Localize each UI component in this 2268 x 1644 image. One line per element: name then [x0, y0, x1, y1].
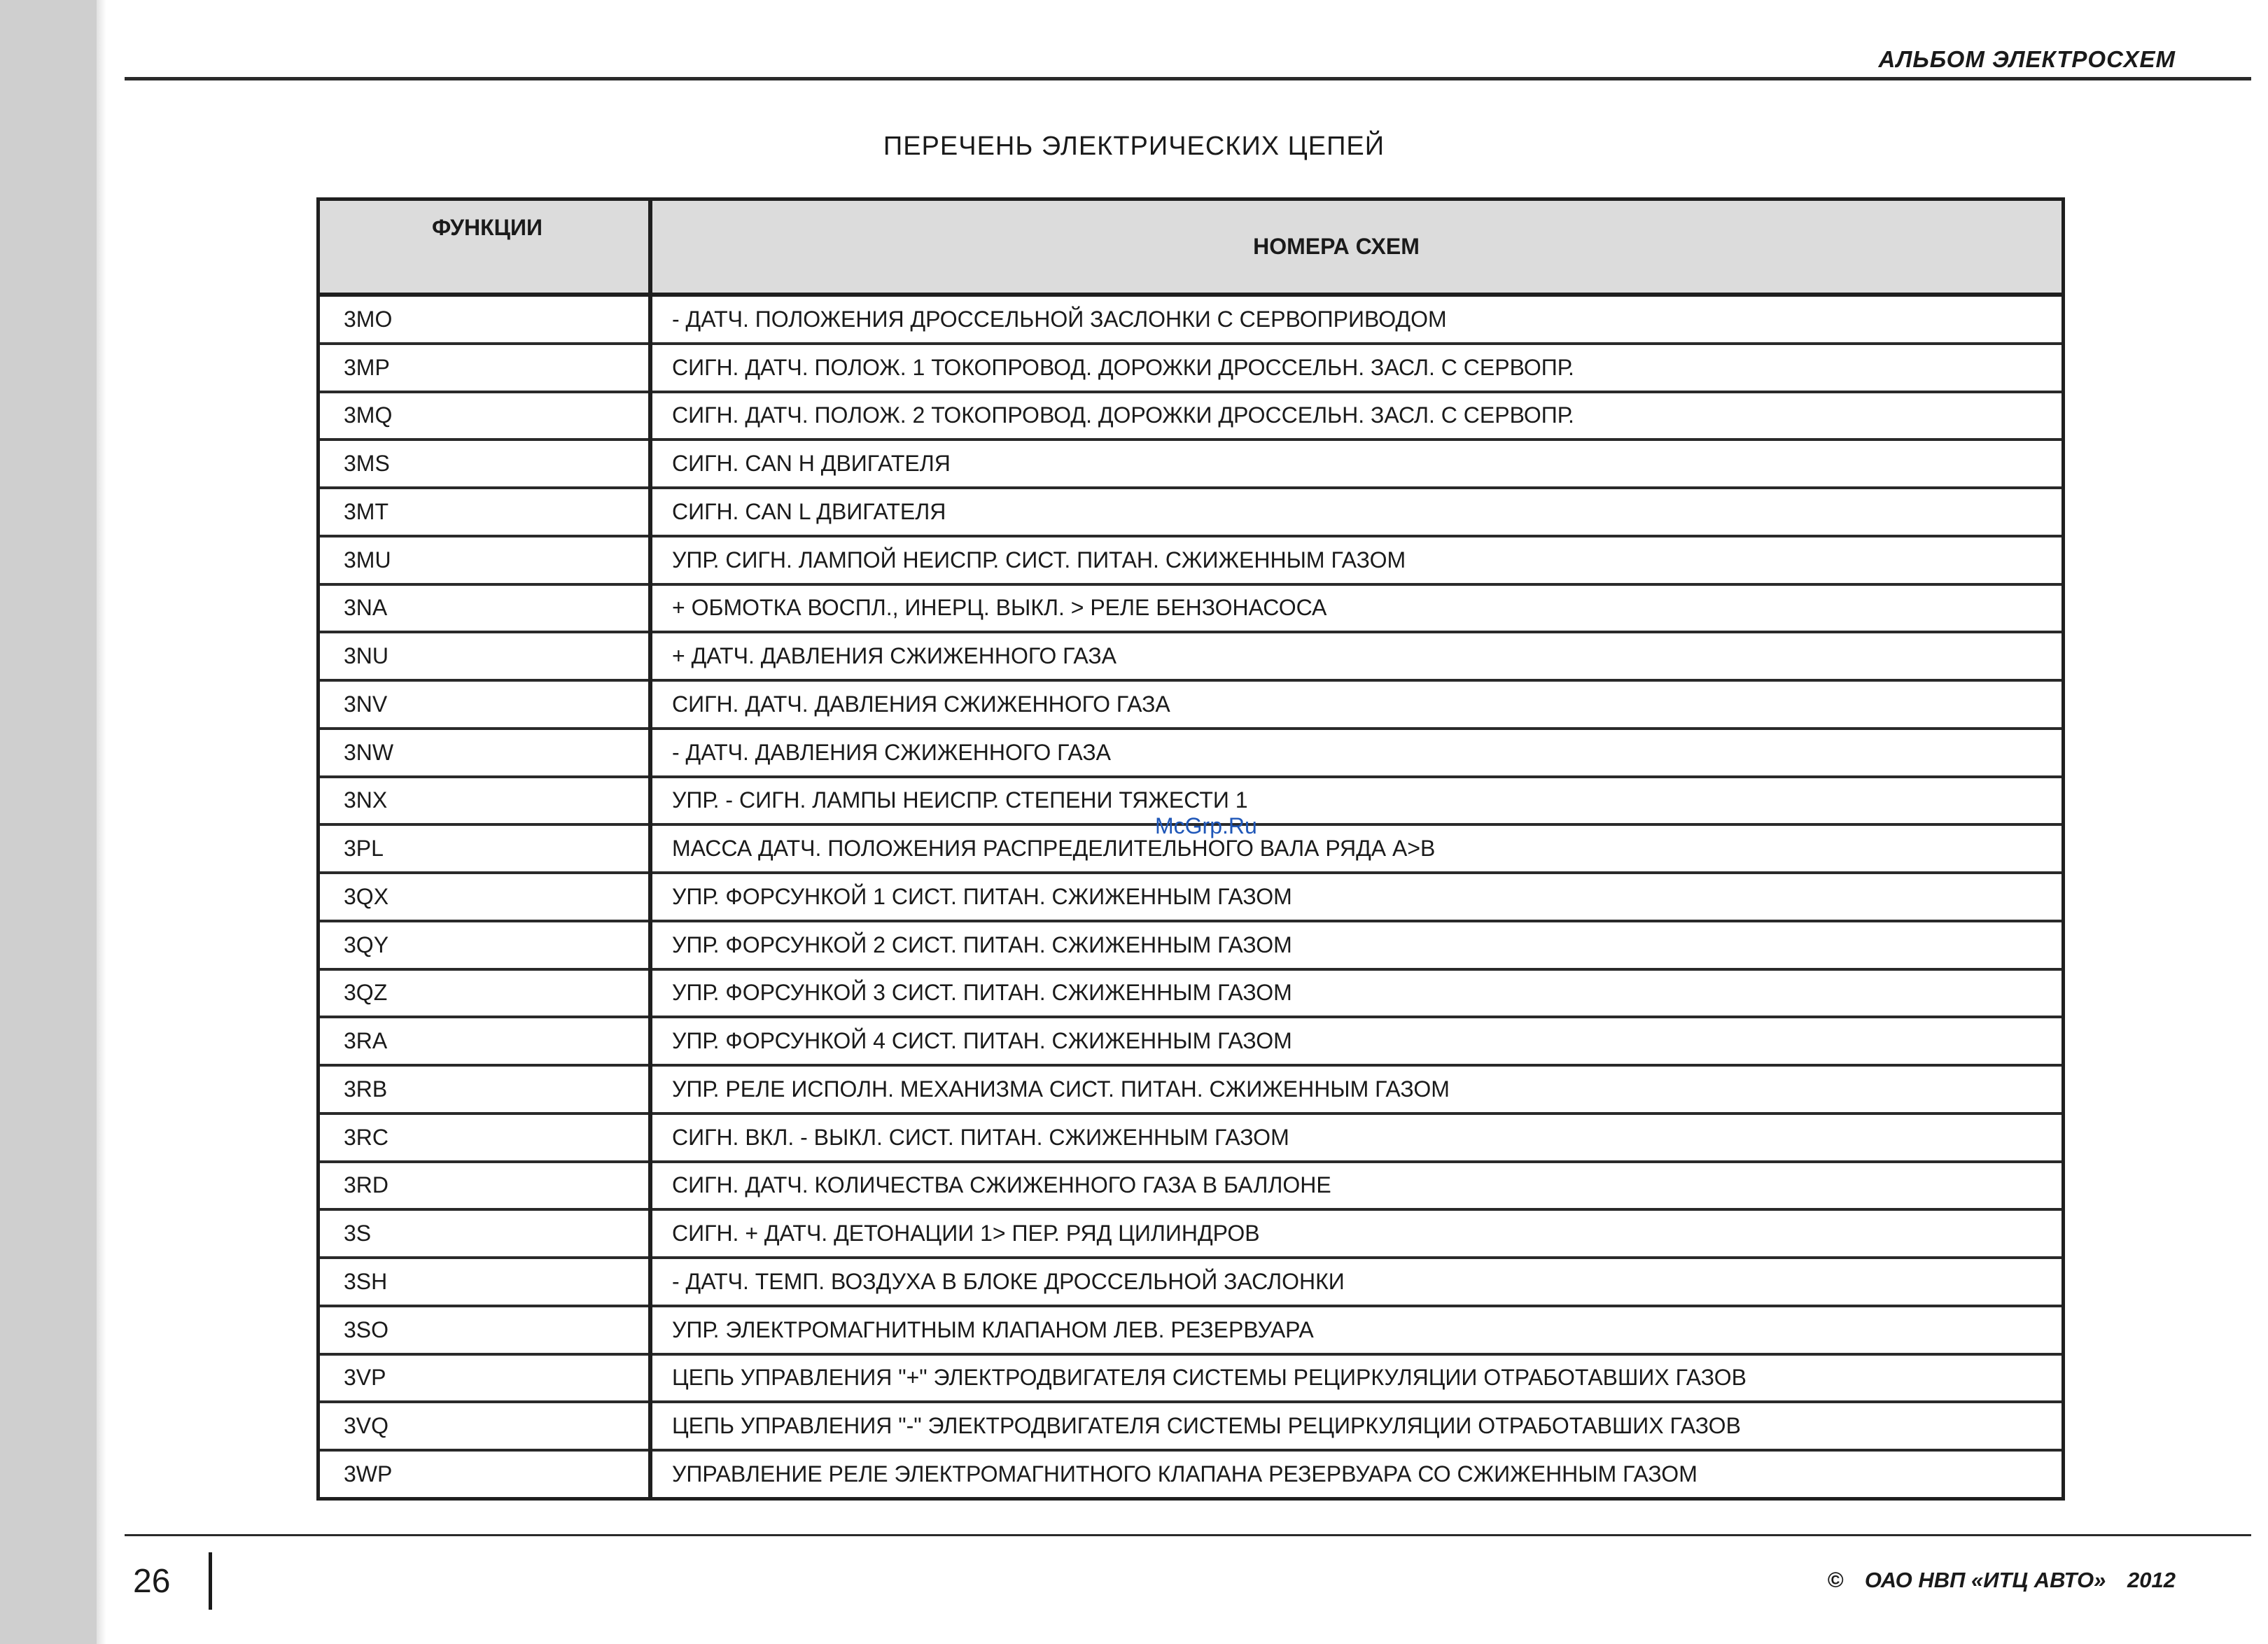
- row-description: УПР. ФОРСУНКОЙ 4 СИСТ. ПИТАН. СЖИЖЕННЫМ ГАЗОМ: [650, 1017, 2062, 1065]
- row-function-code: 3MO: [320, 295, 650, 344]
- table-row: [320, 1258, 2062, 1306]
- footer-rule: [125, 1534, 2251, 1536]
- row-function-code: 3MS: [320, 440, 650, 488]
- table-header-row: [320, 201, 2062, 295]
- row-function-code: 3VQ: [320, 1402, 650, 1450]
- row-description: СИГН. ДАТЧ. ДАВЛЕНИЯ СЖИЖЕННОГО ГАЗА: [650, 680, 2062, 729]
- row-description: МАССА ДАТЧ. ПОЛОЖЕНИЯ РАСПРЕДЕЛИТЕЛЬНОГО ВАЛА РЯДА A>B: [650, 824, 2062, 873]
- table-row: [320, 1402, 2062, 1450]
- copyright-symbol: ©: [1827, 1568, 1844, 1592]
- row-description: УПР. ФОРСУНКОЙ 2 СИСТ. ПИТАН. СЖИЖЕННЫМ ГАЗОМ: [650, 921, 2062, 969]
- row-description: УПР. СИГН. ЛАМПОЙ НЕИСПР. СИСТ. ПИТАН. СЖИЖЕННЫМ ГАЗОМ: [650, 536, 2062, 584]
- watermark: McGrp.Ru: [1155, 813, 1257, 838]
- row-description: ЦЕПЬ УПРАВЛЕНИЯ "-" ЭЛЕКТРОДВИГАТЕЛЯ СИСТЕМЫ РЕЦИРКУЛЯЦИИ ОТРАБОТАВШИХ ГАЗОВ: [650, 1402, 2062, 1450]
- table-row: [320, 1017, 2062, 1065]
- row-description: - ДАТЧ. ПОЛОЖЕНИЯ ДРОССЕЛЬНОЙ ЗАСЛОНКИ С СЕРВОПРИВОДОМ: [650, 295, 2062, 344]
- table-row: [320, 440, 2062, 488]
- row-description: УПР. ЭЛЕКТРОМАГНИТНЫМ КЛАПАНОМ ЛЕВ. РЕЗЕРВУАРА: [650, 1306, 2062, 1354]
- page-edge-shadow: [0, 0, 97, 1644]
- row-function-code: 3RB: [320, 1065, 650, 1113]
- row-function-code: 3MQ: [320, 392, 650, 440]
- table-row: [320, 1209, 2062, 1258]
- header-title: АЛЬБОМ ЭЛЕКТРОСХЕМ: [1878, 46, 2176, 72]
- row-description: - ДАТЧ. ДАВЛЕНИЯ СЖИЖЕННОГО ГАЗА: [650, 729, 2062, 777]
- publication-year: 2012: [2127, 1568, 2176, 1592]
- circuits-table: [316, 197, 2065, 1501]
- table-row: [320, 584, 2062, 633]
- row-description: + ОБМОТКА ВОСПЛ., ИНЕРЦ. ВЫКЛ. > РЕЛЕ БЕНЗОНАСОСА: [650, 584, 2062, 633]
- row-description: УПР. - СИГН. ЛАМПЫ НЕИСПР. СТЕПЕНИ ТЯЖЕСТИ 1: [650, 777, 2062, 825]
- row-function-code: 3NX: [320, 777, 650, 825]
- row-description: СИГН. + ДАТЧ. ДЕТОНАЦИИ 1> ПЕР. РЯД ЦИЛИНДРОВ: [650, 1209, 2062, 1258]
- column-header-functions: ФУНКЦИИ: [320, 201, 650, 295]
- row-function-code: 3SH: [320, 1258, 650, 1306]
- row-function-code: 3NW: [320, 729, 650, 777]
- row-function-code: 3NU: [320, 632, 650, 680]
- row-function-code: 3RD: [320, 1162, 650, 1210]
- row-function-code: 3MP: [320, 344, 650, 392]
- row-function-code: 3SO: [320, 1306, 650, 1354]
- row-function-code: 3NV: [320, 680, 650, 729]
- row-description: СИГН. ДАТЧ. КОЛИЧЕСТВА СЖИЖЕННОГО ГАЗА В БАЛЛОНЕ: [650, 1162, 2062, 1210]
- footer-copyright: [1827, 1568, 2176, 1593]
- row-function-code: 3MU: [320, 536, 650, 584]
- row-function-code: 3QZ: [320, 969, 650, 1018]
- row-function-code: 3MT: [320, 488, 650, 536]
- page-number-separator: [209, 1552, 212, 1610]
- table-row: [320, 1065, 2062, 1113]
- row-description: - ДАТЧ. ТЕМП. ВОЗДУХА В БЛОКЕ ДРОССЕЛЬНОЙ ЗАСЛОНКИ: [650, 1258, 2062, 1306]
- table-row: [320, 1113, 2062, 1162]
- row-description: + ДАТЧ. ДАВЛЕНИЯ СЖИЖЕННОГО ГАЗА: [650, 632, 2062, 680]
- table-row: [320, 873, 2062, 921]
- table-row: [320, 680, 2062, 729]
- row-description: УПРАВЛЕНИЕ РЕЛЕ ЭЛЕКТРОМАГНИТНОГО КЛАПАНА РЕЗЕРВУАРА СО СЖИЖЕННЫМ ГАЗОМ: [672, 1461, 1698, 1487]
- row-function-code: 3QY: [320, 921, 650, 969]
- row-function-code: 3PL: [320, 824, 650, 873]
- table-row: [320, 1306, 2062, 1354]
- row-description: УПР. ФОРСУНКОЙ 1 СИСТ. ПИТАН. СЖИЖЕННЫМ ГАЗОМ: [650, 873, 2062, 921]
- row-function-code: 3S: [320, 1209, 650, 1258]
- table-row: [320, 921, 2062, 969]
- table-row: [320, 632, 2062, 680]
- document-title: ПЕРЕЧЕНЬ ЭЛЕКТРИЧЕСКИХ ЦЕПЕЙ: [883, 132, 1385, 161]
- table-row: [320, 969, 2062, 1018]
- table-row: [320, 392, 2062, 440]
- row-function-code: 3WP: [320, 1450, 650, 1497]
- row-function-code: 3RA: [320, 1017, 650, 1065]
- table-row: [320, 295, 2062, 344]
- column-header-schemes: НОМЕРА СХЕМ: [650, 201, 2062, 295]
- table-row: [320, 729, 2062, 777]
- publisher-name: ОАО НВП «ИТЦ АВТО»: [1864, 1568, 2106, 1592]
- row-function-code: 3NA: [320, 584, 650, 633]
- table-row: [320, 1354, 2062, 1403]
- row-function-code: 3VP: [320, 1354, 650, 1403]
- header-rule: [125, 77, 2251, 80]
- table-row: [320, 488, 2062, 536]
- row-description: СИГН. ДАТЧ. ПОЛОЖ. 1 ТОКОПРОВОД. ДОРОЖКИ ДРОССЕЛЬН. ЗАСЛ. С СЕРВОПР.: [650, 344, 2062, 392]
- page-number: 26: [133, 1563, 171, 1600]
- row-description: УПР. РЕЛЕ ИСПОЛН. МЕХАНИЗМА СИСТ. ПИТАН. СЖИЖЕННЫМ ГАЗОМ: [650, 1065, 2062, 1113]
- table-row: [320, 1450, 2062, 1497]
- table-row: [320, 1162, 2062, 1210]
- row-description: ЦЕПЬ УПРАВЛЕНИЯ "+" ЭЛЕКТРОДВИГАТЕЛЯ СИСТЕМЫ РЕЦИРКУЛЯЦИИ ОТРАБОТАВШИХ ГАЗОВ: [650, 1354, 2062, 1403]
- row-function-code: 3RC: [320, 1113, 650, 1162]
- table-row: [320, 344, 2062, 392]
- row-description: СИГН. ДАТЧ. ПОЛОЖ. 2 ТОКОПРОВОД. ДОРОЖКИ ДРОССЕЛЬН. ЗАСЛ. С СЕРВОПР.: [650, 392, 2062, 440]
- row-description: УПР. ФОРСУНКОЙ 3 СИСТ. ПИТАН. СЖИЖЕННЫМ ГАЗОМ: [650, 969, 2062, 1018]
- row-description: СИГН. CAN H ДВИГАТЕЛЯ: [650, 440, 2062, 488]
- page-edge-gradient: [97, 0, 106, 1644]
- row-description: СИГН. ВКЛ. - ВЫКЛ. СИСТ. ПИТАН. СЖИЖЕННЫМ ГАЗОМ: [650, 1113, 2062, 1162]
- table-row: [320, 536, 2062, 584]
- row-function-code: 3QX: [320, 873, 650, 921]
- row-description: СИГН. CAN L ДВИГАТЕЛЯ: [650, 488, 2062, 536]
